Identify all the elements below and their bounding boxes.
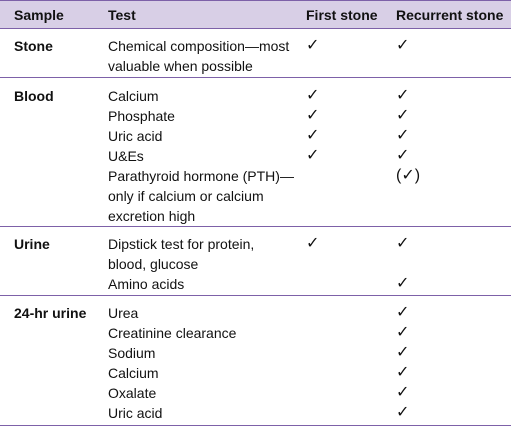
recurrent-stone-check: ✓ [396, 344, 410, 361]
test-name: Phosphate [108, 108, 175, 124]
test-name: Urea [108, 305, 139, 321]
test-name: Creatinine clearance [108, 325, 237, 341]
first-stone-check: ✓ [306, 107, 320, 124]
header-first-stone: First stone [306, 7, 378, 23]
table-header [0, 1, 511, 29]
recurrent-stone-check: ✓ [396, 364, 410, 381]
first-stone-check: ✓ [306, 87, 320, 104]
recurrent-stone-check: (✓) [396, 167, 421, 184]
test-name: Chemical composition—most [108, 38, 290, 54]
first-stone-check: ✓ [306, 147, 320, 164]
sample-label: Stone [14, 38, 53, 54]
recurrent-stone-check: ✓ [396, 87, 410, 104]
row-separator [0, 77, 511, 78]
test-name: Oxalate [108, 385, 157, 401]
first-stone-check: ✓ [306, 37, 320, 54]
recurrent-stone-check: ✓ [396, 107, 410, 124]
test-name: Amino acids [108, 276, 185, 292]
test-name: Uric acid [108, 128, 163, 144]
test-name: blood, glucose [108, 256, 199, 272]
recurrent-stone-check: ✓ [396, 235, 410, 252]
first-stone-check: ✓ [306, 235, 320, 252]
header-test: Test [108, 7, 136, 23]
row-separator [0, 295, 511, 296]
test-name: Parathyroid hormone (PTH)— [108, 168, 294, 184]
test-name: U&Es [108, 148, 144, 164]
recurrent-stone-check: ✓ [396, 147, 410, 164]
test-name: only if calcium or calcium [108, 188, 264, 204]
test-name: Uric acid [108, 405, 163, 421]
sample-label: 24-hr urine [14, 305, 87, 321]
test-name: Dipstick test for protein, [108, 236, 255, 252]
recurrent-stone-check: ✓ [396, 37, 410, 54]
recurrent-stone-check: ✓ [396, 404, 410, 421]
recurrent-stone-check: ✓ [396, 384, 410, 401]
test-name: Calcium [108, 365, 159, 381]
sample-label: Urine [14, 236, 50, 252]
header-recurrent-stone: Recurrent stone [396, 7, 504, 23]
header-sample: Sample [14, 7, 64, 23]
recurrent-stone-check: ✓ [396, 324, 410, 341]
sample-label: Blood [14, 88, 54, 104]
test-name: Sodium [108, 345, 156, 361]
test-name: excretion high [108, 208, 196, 224]
recurrent-stone-check: ✓ [396, 127, 410, 144]
test-name: valuable when possible [108, 58, 253, 74]
test-name: Calcium [108, 88, 159, 104]
recurrent-stone-check: ✓ [396, 304, 410, 321]
recurrent-stone-check: ✓ [396, 275, 410, 292]
first-stone-check: ✓ [306, 127, 320, 144]
row-separator [0, 226, 511, 227]
